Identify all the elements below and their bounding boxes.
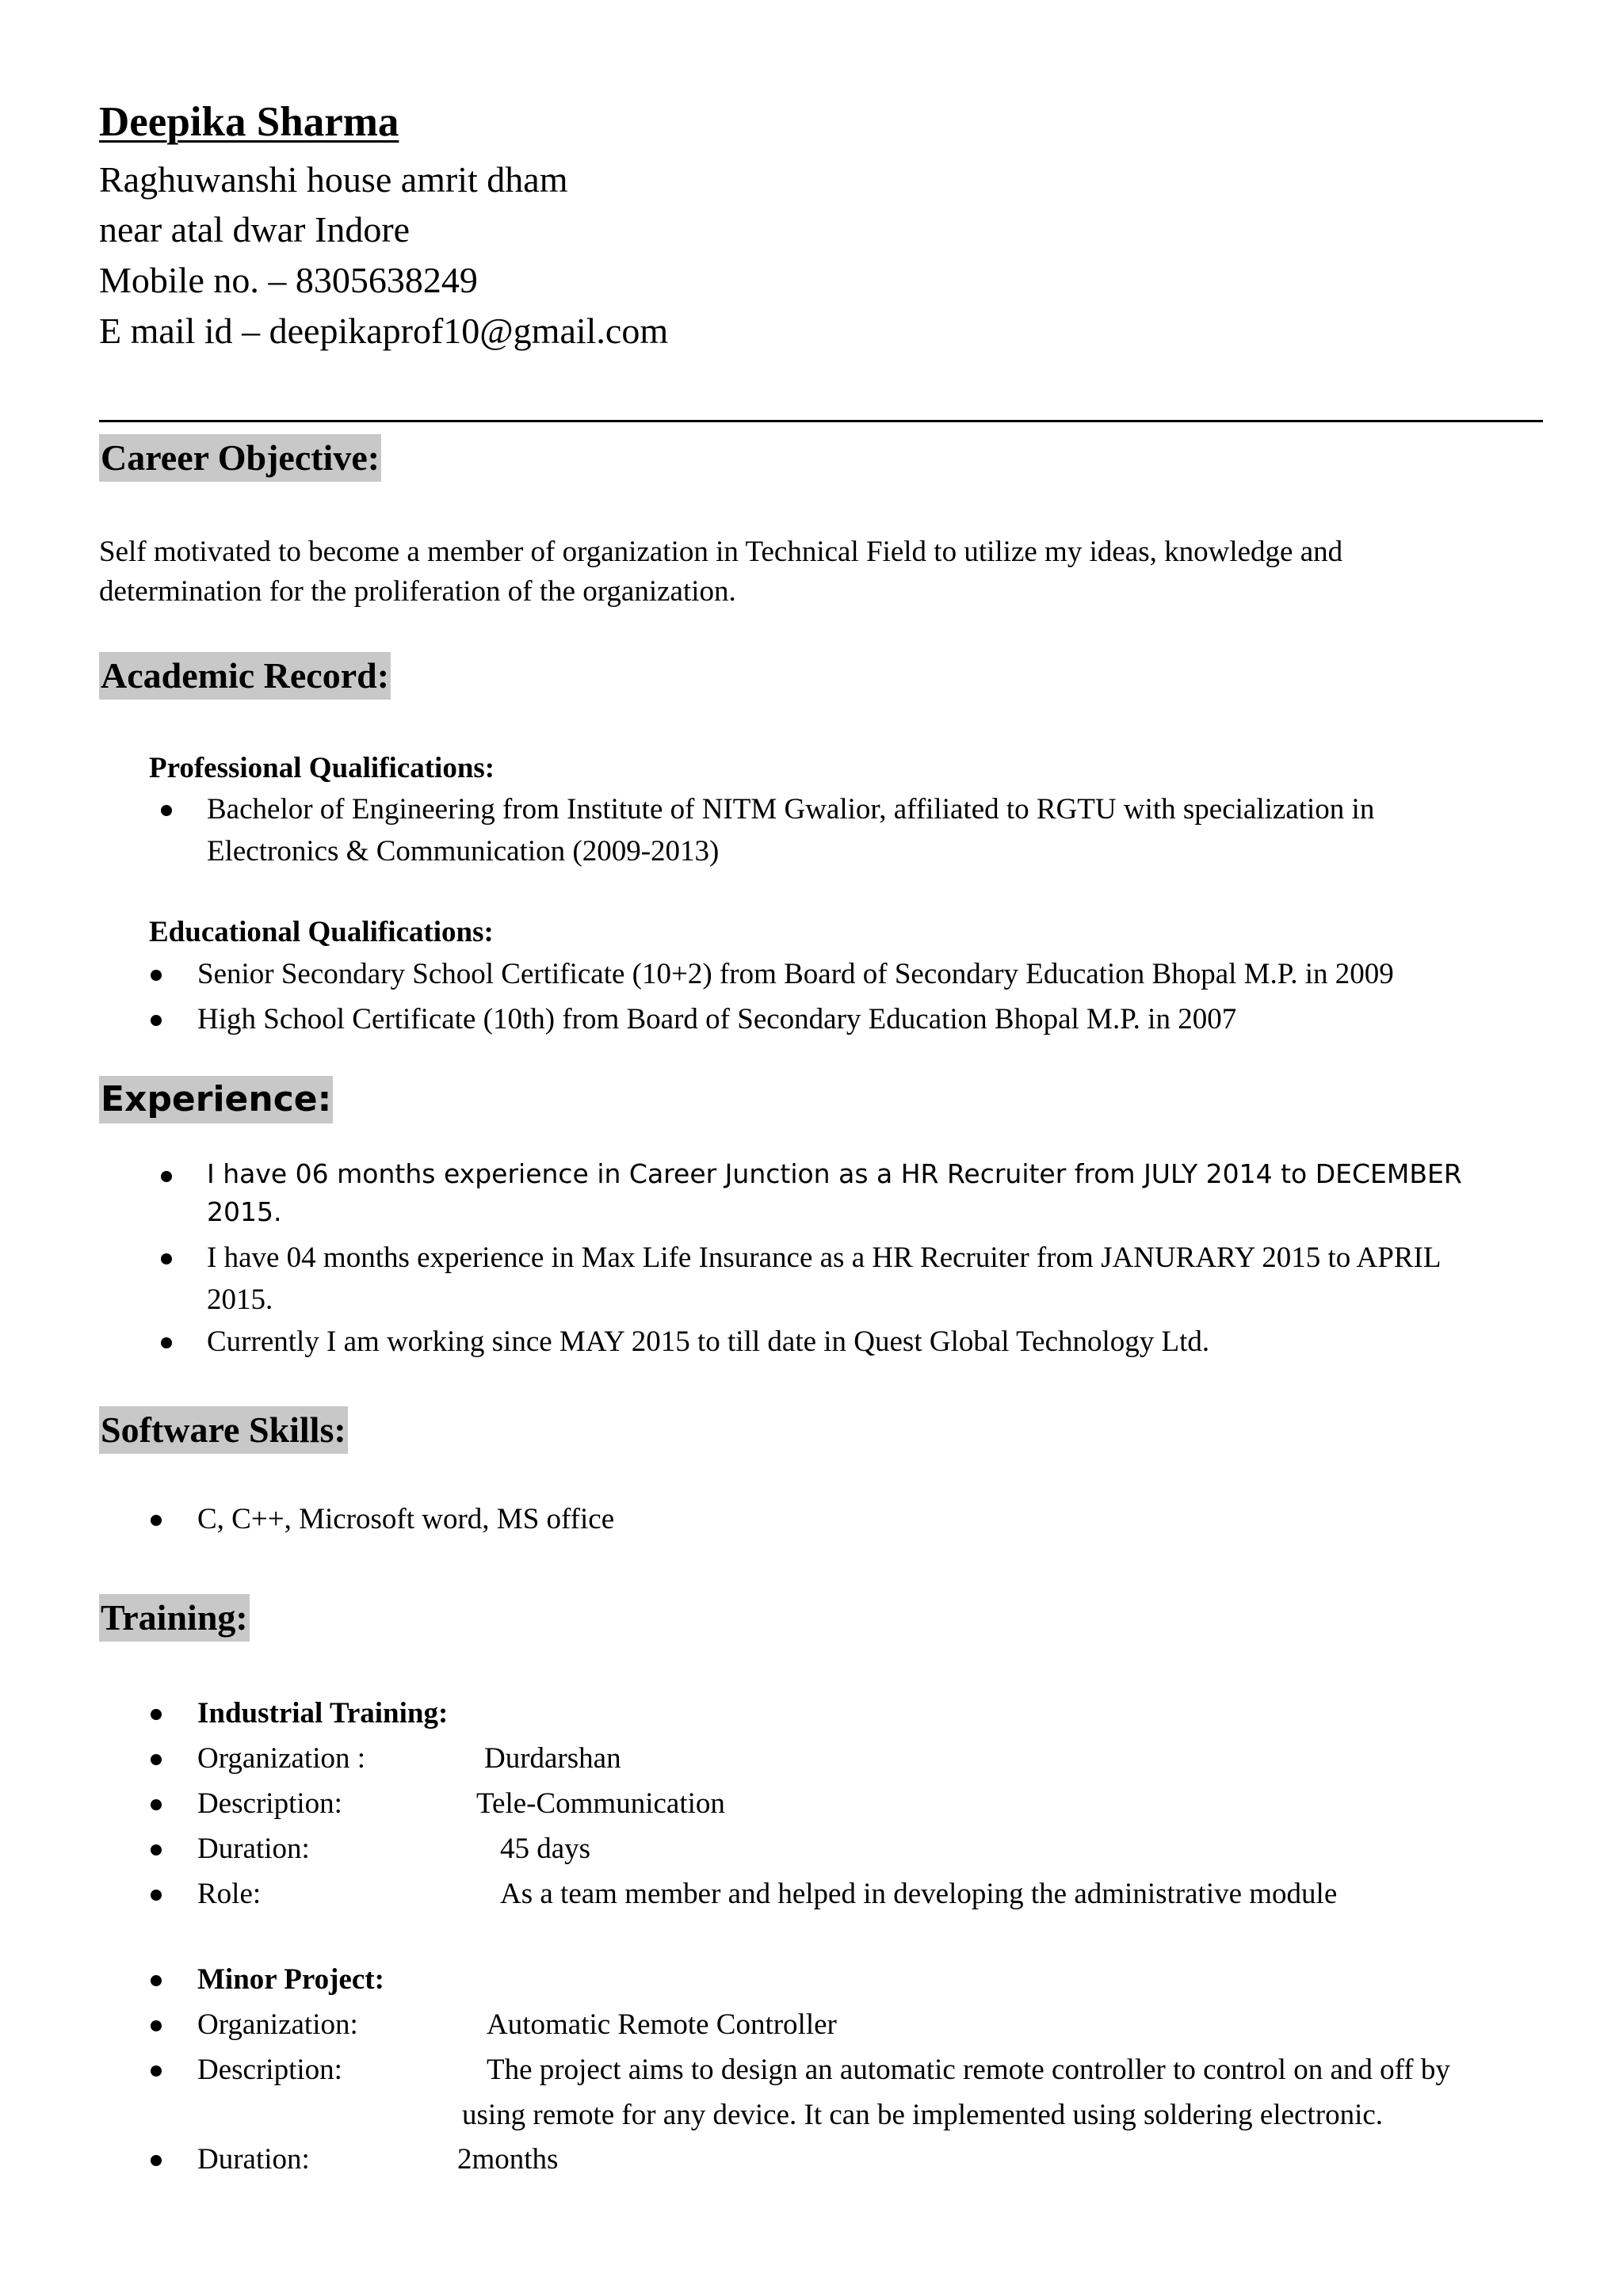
- professional-qualifications-title: Professional Qualifications:: [149, 752, 495, 784]
- bullet-icon: [151, 1754, 162, 1765]
- industrial-duration-value: 45 days: [500, 1833, 591, 1865]
- career-objective-heading: Career Objective:: [99, 434, 381, 482]
- minor-description-line-1: The project aims to design an automatic remote controller to control on and off by: [487, 2054, 1450, 2086]
- experience-item-1-line-2: 2015.: [207, 1196, 282, 1227]
- address-line-2: near atal dwar Indore: [99, 209, 411, 250]
- experience-item-2-line-1: I have 04 months experience in Max Life Insurance as a HR Recruiter from JANURARY 2015 to APRIL: [207, 1241, 1442, 1274]
- experience-item-3: Currently I am working since MAY 2015 to till date in Quest Global Technology Ltd.: [207, 1325, 1210, 1358]
- industrial-description-label: Description:: [197, 1787, 342, 1820]
- industrial-duration-label: Duration:: [197, 1833, 310, 1865]
- bullet-icon: [151, 2020, 162, 2031]
- address-line-1: Raghuwanshi house amrit dham: [99, 159, 568, 200]
- career-objective-line-2: determination for the proliferation of the organization.: [99, 575, 736, 608]
- professional-qualification-line-2: Electronics & Communication (2009-2013): [207, 835, 720, 868]
- industrial-description-value: Tele-Communication: [476, 1787, 725, 1820]
- minor-organization-value: Automatic Remote Controller: [487, 2008, 837, 2041]
- experience-item-1-line-1: I have 06 months experience in Career Junction as a HR Recruiter from JULY 2014 to DECEMBER: [207, 1158, 1462, 1189]
- minor-duration-value: 2months: [457, 2143, 559, 2176]
- experience-item-2-line-2: 2015.: [207, 1283, 273, 1316]
- software-skills-heading: Software Skills:: [99, 1406, 348, 1454]
- academic-record-heading: Academic Record:: [99, 652, 391, 700]
- minor-description-label: Description:: [197, 2054, 342, 2086]
- bullet-icon: [151, 2065, 162, 2077]
- bullet-icon: [151, 1515, 162, 1526]
- minor-description-line-2: using remote for any device. It can be implemented using soldering electronic.: [462, 2099, 1384, 2131]
- professional-qualification-line-1: Bachelor of Engineering from Institute of NITM Gwalior, affiliated to RGTU with specialization in: [207, 793, 1375, 826]
- minor-organization-label: Organization:: [197, 2008, 358, 2041]
- bullet-icon: [151, 2155, 162, 2166]
- candidate-name: Deepika Sharma: [99, 99, 399, 145]
- bullet-icon: [151, 970, 162, 981]
- industrial-organization-value: Durdarshan: [484, 1742, 621, 1775]
- training-heading: Training:: [99, 1594, 250, 1642]
- experience-heading: Experience:: [99, 1076, 333, 1123]
- bullet-icon: [151, 1844, 162, 1855]
- educational-qualification-item: High School Certificate (10th) from Board of Secondary Education Bhopal M.P. in 2007: [197, 1003, 1237, 1035]
- bullet-icon: [151, 1890, 162, 1901]
- bullet-icon: [161, 805, 172, 816]
- bullet-icon: [151, 1975, 162, 1986]
- industrial-training-title: Industrial Training:: [197, 1697, 449, 1730]
- minor-project-title: Minor Project:: [197, 1963, 384, 1996]
- industrial-role-value: As a team member and helped in developing the administrative module: [500, 1878, 1338, 1910]
- software-skills-item: C, C++, Microsoft word, MS office: [197, 1503, 615, 1535]
- bullet-icon: [161, 1171, 172, 1182]
- bullet-icon: [151, 1799, 162, 1810]
- educational-qualifications-title: Educational Qualifications:: [149, 916, 494, 948]
- email-address: E mail id – deepikaprof10@gmail.com: [99, 311, 669, 351]
- minor-duration-label: Duration:: [197, 2143, 310, 2176]
- industrial-organization-label: Organization :: [197, 1742, 366, 1775]
- bullet-icon: [151, 1709, 162, 1720]
- bullet-icon: [161, 1337, 172, 1348]
- header-divider: [99, 420, 1543, 422]
- industrial-role-label: Role:: [197, 1878, 262, 1910]
- career-objective-line-1: Self motivated to become a member of organization in Technical Field to utilize my ideas, knowledge and: [99, 536, 1343, 568]
- bullet-icon: [161, 1253, 172, 1264]
- bullet-icon: [151, 1015, 162, 1026]
- educational-qualification-item: Senior Secondary School Certificate (10+2) from Board of Secondary Education Bhopal M.P. in 2009: [197, 958, 1394, 990]
- mobile-number: Mobile no. – 8305638249: [99, 260, 478, 300]
